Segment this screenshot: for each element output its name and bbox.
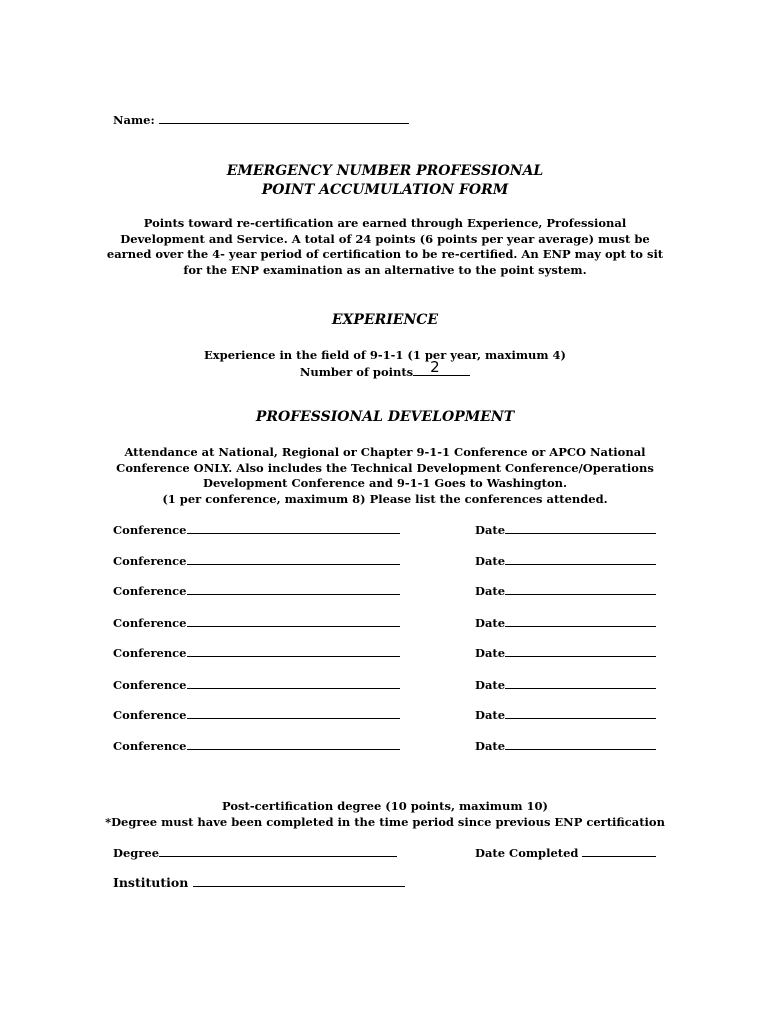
conference-label: Conference bbox=[113, 708, 187, 722]
degree-label: Degree bbox=[113, 846, 160, 860]
date-field[interactable] bbox=[505, 738, 656, 750]
pd-description-line: Attendance at National, Regional or Chapter 9-1-1 Conference or APCO National bbox=[124, 445, 646, 459]
date-label: Date bbox=[475, 616, 506, 630]
date-row-3 bbox=[475, 583, 656, 598]
form-title-line-2: POINT ACCUMULATION FORM bbox=[261, 182, 509, 198]
points-label: Number of points bbox=[299, 365, 414, 379]
conference-row-1 bbox=[113, 522, 400, 537]
points-row bbox=[0, 358, 770, 379]
date-row-5 bbox=[475, 645, 656, 660]
date-label: Date bbox=[475, 646, 506, 660]
date-label: Date bbox=[475, 739, 506, 753]
conference-label: Conference bbox=[113, 523, 187, 537]
points-field[interactable] bbox=[413, 358, 470, 376]
conference-row-5 bbox=[113, 645, 400, 660]
date-label: Date bbox=[475, 678, 506, 692]
pd-description bbox=[0, 445, 770, 507]
conference-row-3 bbox=[113, 583, 400, 598]
conference-field[interactable] bbox=[187, 553, 400, 565]
pd-description-line: Conference ONLY. Also includes the Technical Development Conference/Operations bbox=[116, 460, 654, 475]
professional-development-heading: PROFESSIONAL DEVELOPMENT bbox=[255, 409, 515, 425]
conference-row-2 bbox=[113, 553, 400, 568]
name-label: Name: bbox=[113, 113, 155, 127]
date-row-7 bbox=[475, 707, 656, 722]
date-row-2 bbox=[475, 553, 656, 568]
intro-line: for the ENP examination as an alternative to the point system. bbox=[183, 262, 587, 277]
institution-label: Institution bbox=[113, 875, 189, 890]
degree-description: Post-certification degree (10 points, maximum 10) bbox=[222, 799, 548, 813]
conference-row-7 bbox=[113, 707, 400, 722]
intro-paragraph bbox=[0, 216, 770, 278]
intro-line: earned over the 4- year period of certification to be re-certified. An ENP may opt to sit bbox=[106, 247, 664, 261]
institution-field[interactable] bbox=[193, 875, 405, 887]
conference-label: Conference bbox=[113, 739, 187, 753]
intro-line: Development and Service. A total of 24 points (6 points per year average) must be bbox=[120, 231, 650, 246]
name-field[interactable] bbox=[159, 112, 409, 124]
conference-label: Conference bbox=[113, 616, 187, 630]
experience-heading: EXPERIENCE bbox=[331, 312, 439, 328]
conference-field[interactable] bbox=[187, 707, 400, 719]
date-label: Date bbox=[475, 708, 506, 722]
conference-row-4 bbox=[113, 615, 400, 630]
date-completed-row bbox=[475, 845, 656, 860]
experience-description: Experience in the field of 9-1-1 (1 per year, maximum 4) bbox=[204, 348, 566, 362]
intro-line: Points toward re-certification are earned through Experience, Professional bbox=[143, 216, 627, 230]
date-row-4 bbox=[475, 615, 656, 630]
conference-field[interactable] bbox=[187, 738, 400, 750]
pd-description-line: (1 per conference, maximum 8) Please list the conferences attended. bbox=[162, 491, 608, 506]
institution-row bbox=[113, 875, 405, 890]
form-title-line-1: EMERGENCY NUMBER PROFESSIONAL bbox=[226, 163, 544, 179]
date-label: Date bbox=[475, 584, 506, 598]
date-field[interactable] bbox=[505, 615, 656, 627]
conference-row-8 bbox=[113, 738, 400, 753]
date-field[interactable] bbox=[505, 677, 656, 689]
date-field[interactable] bbox=[505, 522, 656, 534]
date-label: Date bbox=[475, 523, 506, 537]
date-label: Date bbox=[475, 554, 506, 568]
conference-row-6 bbox=[113, 677, 400, 692]
date-field[interactable] bbox=[505, 707, 656, 719]
conference-label: Conference bbox=[113, 554, 187, 568]
conference-field[interactable] bbox=[187, 645, 400, 657]
degree-field[interactable] bbox=[159, 845, 397, 857]
conference-field[interactable] bbox=[187, 583, 400, 595]
date-row-1 bbox=[475, 522, 656, 537]
conference-field[interactable] bbox=[187, 677, 400, 689]
pd-description-line: Development Conference and 9-1-1 Goes to Washington. bbox=[202, 476, 568, 490]
date-completed-field[interactable] bbox=[582, 845, 656, 857]
points-value: 2 bbox=[430, 358, 440, 376]
conference-field[interactable] bbox=[187, 522, 400, 534]
date-field[interactable] bbox=[505, 583, 656, 595]
conference-label: Conference bbox=[113, 584, 187, 598]
date-field[interactable] bbox=[505, 645, 656, 657]
conference-label: Conference bbox=[113, 678, 187, 692]
date-field[interactable] bbox=[505, 553, 656, 565]
date-completed-label: Date Completed bbox=[475, 846, 579, 860]
conference-label: Conference bbox=[113, 646, 187, 660]
date-row-6 bbox=[475, 677, 656, 692]
date-row-8 bbox=[475, 738, 656, 753]
degree-note: *Degree must have been completed in the time period since previous ENP certification bbox=[105, 815, 665, 829]
degree-row bbox=[113, 845, 397, 860]
name-row bbox=[113, 112, 409, 127]
conference-field[interactable] bbox=[187, 615, 400, 627]
